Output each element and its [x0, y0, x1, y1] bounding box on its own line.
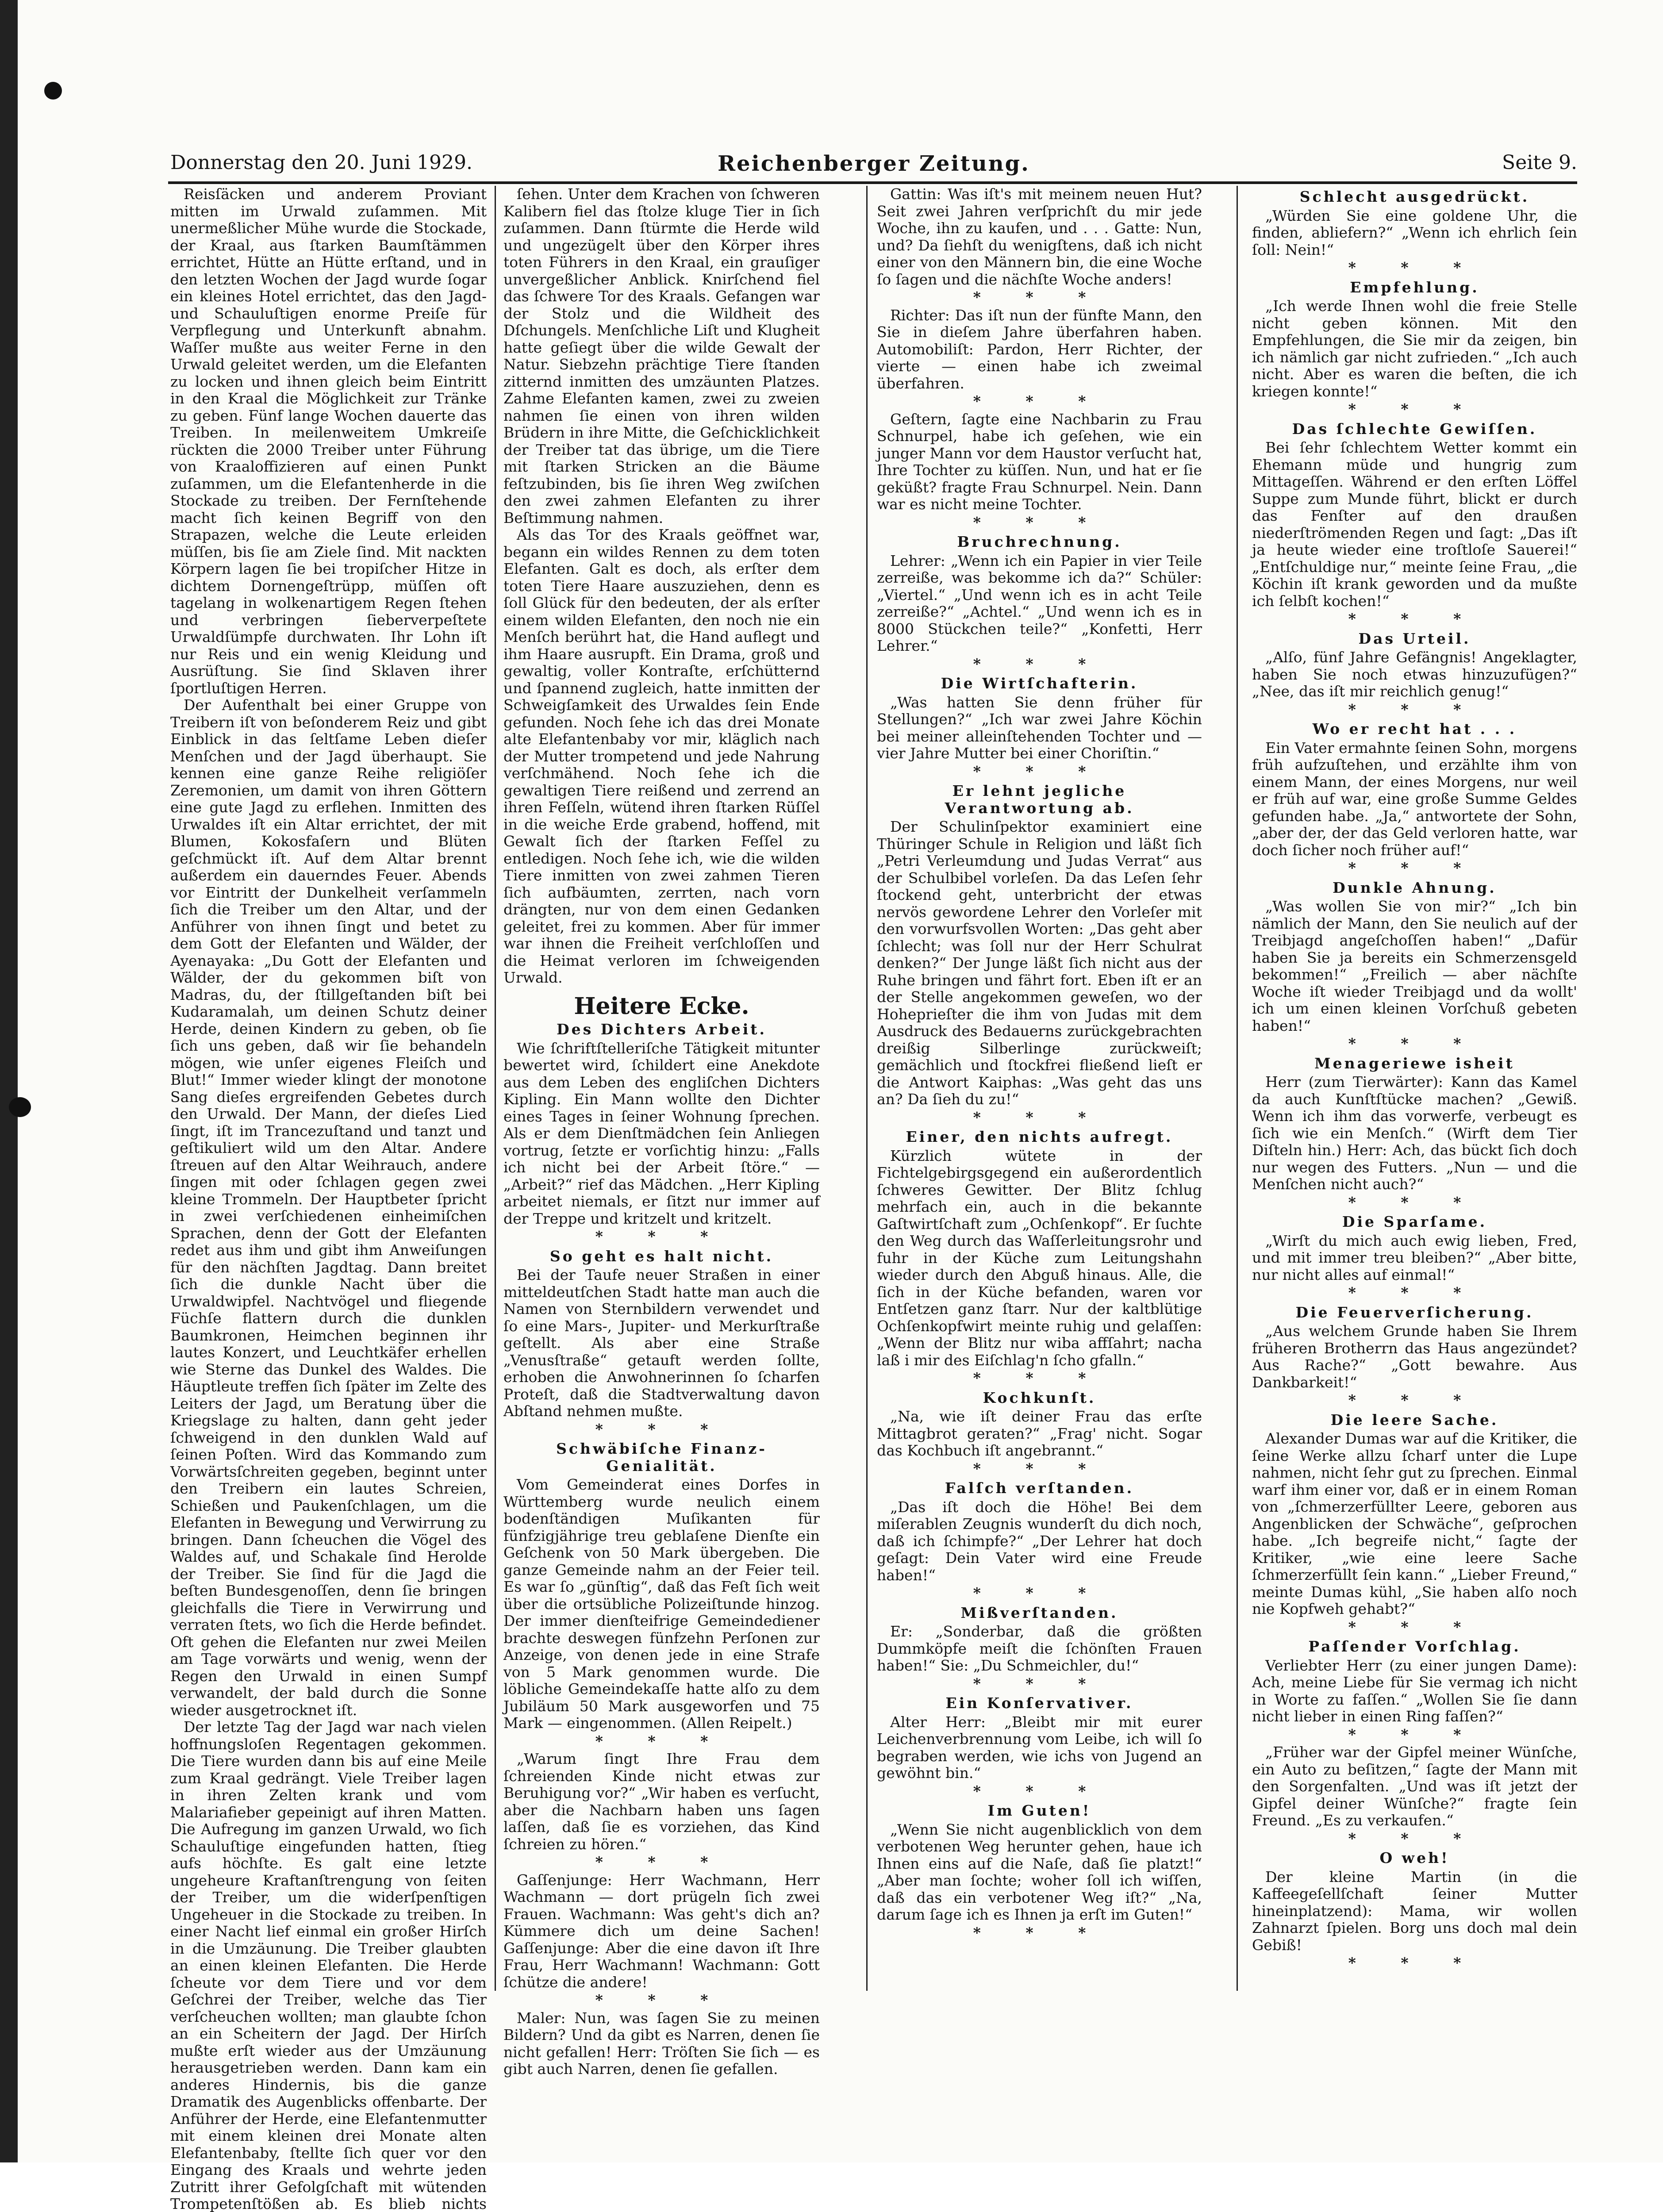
item-title: Das Urteil.	[1358, 630, 1471, 647]
item-title: Einer, den nichts aufregt.	[906, 1128, 1173, 1145]
separator: * * *	[1348, 1829, 1481, 1847]
column-1	[170, 185, 487, 2212]
newspaper-title: Reichenberger Zeitung.	[718, 151, 1030, 176]
article-paragraph: Der letzte Tag der Jagd war nach vielen hoffnungsloſen Regentagen gekommen. Die Tiere wurden dann bis auf eine Meile zum Kraal gedrängt. Viele Treiber lagen in ihren Zelten krank und vom Malariafieber gepeinigt auf ihren Matten. Die Aufregung im ganzen Urwald, wo ſich Schauluſtige eingefunden hatten, ſtieg aufs höchſte. Es galt eine letzte ungeheure Kraftanſtrengung von ſeiten der Treiber, um die widerſpenſtigen Ungeheuer in die Stockade zu treiben. In einer Nacht lief einmal ein großer Hirſch in die Umzäunung. Die Treiber glaubten an einen kleinen Elefanten. Die Herde ſcheute vor dem Tiere und vor dem Geſchrei der Treiber, welche das Tier verſcheuchen wollten; man glaubte ſchon an ein Scheitern der Jagd. Der Hirſch mußte erſt wieder aus der Umzäunung herausgetrieben werden. Dann kam ein anderes Hindernis, bis die ganze Dramatik des Augenblicks offenbarte. Der Anführer der Herde, eine Elefantenmutter mit einem kleinen drei Monate alten Elefantenbaby, ſtellte ſich quer vor den Eingang des Kraals und wehrte jeden Zutritt ihrer Gefolgſchaft mit wütenden Trompetenſtößen ab. Es blieb nichts	[170, 1718, 487, 2212]
separator: * * *	[1348, 700, 1481, 718]
separator: * * *	[973, 1674, 1106, 1692]
item-text: Bei der Taufe neuer Straßen in einer mitteldeutſchen Stadt hatte man auch die Namen von Sternbildern verwendet und ſo eine Mars-, Jupiter- und Merkurſtraße geſtellt. Als aber eine Straße „Venusſtraße“ getauft werden ſollte, erhoben die Anwohnerinnen ſo ſcharfen Proteſt, daß die Stadtverwaltung davon Abſtand nehmen mußte.	[503, 1266, 820, 1420]
column-4	[1252, 186, 1577, 1991]
item-title: Wo er recht hat . . .	[1312, 720, 1517, 737]
item-text: Geſtern, ſagte eine Nachbarin zu Frau Schnurpel, habe ich geſehen, wie ein junger Mann vor dem Haustor verſucht hat, Ihre Tochter zu küſſen. Nun, und hat er ſie geküßt? fragte Frau Schnurpel. Nein. Dann war es nicht meine Tochter.	[877, 410, 1202, 513]
item-text: „Was wollen Sie von mir?“ „Ich bin nämlich der Mann, den Sie neulich auf der Treibjagd angeſchoſſen haben!“ „Dafür haben Sie ja bereits ein Schmerzensgeld bekommen!“ „Freilich — aber nächſte Woche iſt wieder Treibjagd und da wollt' ich um einen kleinen Vorſchuß gebeten haben!“	[1252, 898, 1577, 1034]
item-text: „Aus welchem Grunde haben Sie Ihrem früheren Brotherrn das Haus angezündet? Aus Rache?“ „Gott bewahre. Aus Dankbarkeit!“	[1252, 1322, 1577, 1391]
separator: * * *	[595, 1991, 728, 2008]
separator: * * *	[1348, 1284, 1481, 1301]
separator: * * *	[973, 392, 1106, 410]
page-number: Seite 9.	[1502, 151, 1577, 174]
item-text: „Wenn Sie nicht augenblicklich von dem verbotenen Weg herunter gehen, haue ich Ihnen eins auf die Naſe, daß ſie platzt!“ „Aber man ſochte; woher ſoll ich wiſſen, daß das ein verbotener Weg iſt?“ „Na, darum ſage ich es Ihnen ja erſt im Guten!“	[877, 1820, 1202, 1923]
item-text: Alter Herr: „Bleibt mir mit eurer Leichenverbrennung vom Leibe, ich will ſo begraben werden, wie ichs von Jugend an gewöhnt bin.“	[877, 1713, 1202, 1782]
item-title: Mißverſtanden.	[960, 1604, 1118, 1621]
column-rule	[1237, 186, 1238, 1991]
separator: * * *	[1348, 1725, 1481, 1743]
separator: * * *	[595, 1732, 728, 1750]
item-text: Herr (zum Tierwärter): Kann das Kamel da auch Kunſtſtücke machen? „Gewiß. Wenn ich ihm das vorwerfe, verbeugt es ſich wie ein Menſch.“ (Wirft dem Tier Diſteln hin.) Herr: Ach, das bückt ſich doch nur wegen des Futters. „Nun — und die Menſchen nicht auch?“	[1252, 1073, 1577, 1193]
item-text: Wie ſchriftſtelleriſche Tätigkeit mitunter bewertet wird, ſchildert eine Anekdote aus dem Leben des engliſchen Dichters Kipling. Ein Mann wollte den Dichter eines Tages in ſeiner Wohnung ſprechen. Als er dem Dienſtmädchen ſein Anliegen vortrug, ſetzte er vorſichtig hinzu: „Falls ich nicht bei der Arbeit ſtöre.“ — „Arbeit?“ rief das Mädchen. „Herr Kipling arbeitet niemals, er ſitzt nur immer auf der Treppe und kritzelt und kritzelt.	[503, 1039, 820, 1227]
separator: * * *	[973, 655, 1106, 672]
item-text: „Warum ſingt Ihre Frau dem ſchreienden Kinde nicht etwas zur Beruhigung vor?“ „Wir haben es verſucht, aber die Nachbarn haben uns ſagen laſſen, daß ſie es vorziehen, das Kind ſchreien zu hören.“	[503, 1750, 820, 1853]
separator: * * *	[595, 1228, 728, 1245]
column-2	[503, 185, 820, 2078]
item-title: Er lehnt jegliche Verantwortung ab.	[945, 782, 1134, 817]
item-text: „Früher war der Gipfel meiner Wünſche, ein Auto zu beſitzen,“ ſagte der Mann mit den Sorgenfalten. „Und was iſt jetzt der Gipfel deiner Wünſche?“ fragte ſein Freund. „Es zu verkaufen.“	[1252, 1743, 1577, 1829]
item-title: Menageriewe isheit	[1314, 1054, 1515, 1072]
item-title: Das ſchlechte Gewiſſen.	[1292, 420, 1537, 438]
section-title: Heitere Ecke.	[574, 992, 749, 1020]
item-text: „Na, wie iſt deiner Frau das erſte Mittagbrot geraten?“ „Frag' nicht. Sogar das Kochbuch iſt angebrannt.“	[877, 1408, 1202, 1459]
item-title: Ein Konſervativer.	[945, 1694, 1133, 1712]
item-title: Des Dichters Arbeit.	[557, 1021, 767, 1038]
item-title: Bruchrechnung.	[957, 533, 1122, 550]
column-rule	[495, 186, 496, 1991]
item-title: Die Wirtſchafterin.	[941, 675, 1138, 692]
article-paragraph: Der Aufenthalt bei einer Gruppe von Treibern iſt von beſonderem Reiz und gibt Einblick in das ſeltſame Leben dieſer Menſchen und der Jagd überhaupt. Sie kennen eine ganze Reihe religiöſer Zeremonien, um damit von ihren Göttern eine gute Jagd zu erflehen. Inmitten des Urwaldes iſt ein Altar errichtet, der mit Blumen, Kokosfaſern und Blüten geſchmückt iſt. Auf dem Altar brennt außerdem ein dauerndes Feuer. Abends vor Eintritt der Dunkelheit verſammeln ſich die Treiber um den Altar, und der Anführer von ihnen ſingt und betet zu dem Gott der Elefanten und Wälder, der Ayenayaka: „Du Gott der Elefanten und Wälder, der du gekommen biſt von Madras, du, der ſtillgeſtanden biſt bei Kudaramalah, um deinen Schutz deiner Herde, deinen Kindern zu geben, ob ſie ſich uns geben, daß wir ſie behandeln mögen, wie unſer eigenes Fleiſch und Blut!“ Immer wieder klingt der monotone Sang dieſes ergreifenden Gebetes durch den Urwald. Der Mann, der dieſes Lied ſingt, iſt im Trancezuſtand und tanzt und geſtikuliert wild um den Altar. Andere ſtreuen auf den Altar Weihrauch, andere ſingen mit oder ſchlagen gegen zwei kleine Trommeln. Der Hauptbeter ſpricht in zwei verſchiedenen einheimiſchen Sprachen, denn der Gott der Elefanten redet aus ihm und gibt ihm Anweiſungen für den nächſten Jagdtag. Dann breitet ſich die dunkle Nacht über die Urwaldwipfel. Nachtvögel und fliegende Füchſe flattern durch die dunklen Baumkronen, Heimchen beginnen ihr lautes Konzert, und Leuchtkäfer erhellen wie Sterne das Dunkel des Waldes. Die Häuptleute treffen ſich ſpäter im Zelte des Leiters der Jagd, um Beratung über die Kriegslage zu halten, dann geht jeder ſchweigend in den dunklen Wald auf ſeinen Poſten. Wird das Kommando zum Vorwärtsſchreiten gegeben, beginnt unter den Treibern ein lautes Schreien, Schießen und Paukenſchlagen, um die Elefanten in Bewegung und Verwirrung zu bringen. Dann ſcheuchen die Vögel des Waldes auf, und Schakale ſind Herolde der Treiber. Sie ſind für die Jagd die beſten Bundesgenoſſen, denn ſie bringen gleichfalls die Tiere in Verwirrung und verraten ſtets, wo ſich die Herde befindet. Oft gehen die Elefanten nur zwei Meilen am Tage vorwärts und wenig, wenn der Regen den Urwald in einen Sumpf verwandelt, der bald durch die Sonne wieder ausgetrocknet iſt.	[170, 696, 487, 1719]
item-title: Falſch verſtanden.	[945, 1479, 1134, 1497]
item-text: Bei ſehr ſchlechtem Wetter kommt ein Ehemann müde und hungrig zum Mittageſſen. Während er den erſten Löffel Suppe zum Munde führt, blickt er durch das Fenſter auf den draußen niederſtrömenden Regen und ſagt: „Das iſt ja heute wieder eine troſtloſe Sauerei!“ „Entſchuldige nur,“ meinte ſeine Frau, „die Köchin iſt krank geworden und da mußte ich ſelbſt kochen!“	[1252, 439, 1577, 610]
item-text: Der kleine Martin (in die Kaffeegeſellſchaft ſeiner Mutter hineinplatzend): Mama, wir wollen Zahnarzt ſpielen. Borg uns doch mal dein Gebiß!	[1252, 1868, 1577, 1954]
separator: * * *	[973, 1369, 1106, 1386]
separator: * * *	[973, 1584, 1106, 1601]
separator: * * *	[1348, 859, 1481, 876]
item-text: Richter: Das iſt nun der fünfte Mann, den Sie in dieſem Jahre überfahren haben. Automobiliſt: Pardon, Herr Richter, der vierte — einen habe ich zweimal überfahren.	[877, 306, 1202, 392]
separator: * * *	[973, 762, 1106, 780]
separator: * * *	[1348, 610, 1481, 627]
separator: * * *	[1348, 259, 1481, 276]
separator: * * *	[973, 513, 1106, 531]
item-text: „Wirſt du mich auch ewig lieben, Fred, und mit immer treu bleiben?“ „Aber bitte, nur nicht alles auf einmal!“	[1252, 1232, 1577, 1283]
separator: * * *	[1348, 400, 1481, 418]
separator: * * *	[1348, 1954, 1481, 1971]
article-paragraph: ſehen. Unter dem Krachen von ſchweren Kalibern fiel das ſtolze kluge Tier in ſich zuſammen. Dann ſtürmte die Herde wild und ungezügelt über den Körper ihres toten Führers in den Kraal, ein grauſiger unvergeßlicher Anblick. Knirſchend fiel das ſchwere Tor des Kraals. Gefangen war der Stolz und die Wildheit des Dſchungels. Menſchliche Liſt und Klugheit hatte geſiegt über die wilde Gewalt der Natur. Siebzehn prächtige Tiere ſtanden zitternd inmitten des umzäunten Platzes. Zahme Elefanten kamen, zwei zu zweien nahmen ſie einen von ihren wilden Brüdern in ihre Mitte, die Geſchicklichkeit der Treiber tat das übrige, um die Tiere mit ſtarken Stricken an die Bäume feſtzubinden, bis ſie ihren Weg zwiſchen den zwei zahmen Elefanten zu ihrer Beſtimmung nahmen.	[503, 185, 820, 526]
item-text: Lehrer: „Wenn ich ein Papier in vier Teile zerreiße, was bekomme ich da?“ Schüler: „Viertel.“ „Und wenn ich es in acht Teile zerreiße?“ „Achtel.“ „Und wenn ich es in 8000 Stückchen teile?“ „Konfetti, Herr Lehrer.“	[877, 552, 1202, 654]
separator: * * *	[973, 1459, 1106, 1477]
item-title: Die Sparſame.	[1342, 1213, 1487, 1230]
item-text: „Das iſt doch die Höhe! Bei dem miſerablen Zeugnis wunderſt du dich noch, daß ich ſchimpfe?“ „Der Lehrer hat doch geſagt: Dein Vater wird eine Freude haben!“	[877, 1498, 1202, 1584]
item-text: „Würden Sie eine goldene Uhr, die finden, abliefern?“ „Wenn ich ehrlich ſein ſoll: Nein!“	[1252, 207, 1577, 258]
item-text: „Was hatten Sie denn früher für Stellungen?“ „Ich war zwei Jahre Köchin bei meiner alleinſtehenden Tochter und — vier Jahre Mutter bei einer Choriſtin.“	[877, 693, 1202, 762]
scan-hole	[44, 82, 62, 100]
separator: * * *	[595, 1420, 728, 1438]
item-text: „Ich werde Ihnen wohl die freie Stelle nicht geben können. Mit den Empfehlungen, die Sie mir da zeigen, bin ich nämlich gar nicht zufrieden.“ „Ich auch nicht. Aber es waren die beſten, die ich kriegen konnte!“	[1252, 297, 1577, 400]
item-title: Empfehlung.	[1350, 278, 1479, 296]
item-text: „Alſo, fünf Jahre Gefängnis! Angeklagter, haben Sie noch etwas hinzuzufügen?“ „Nee, das iſt mir reichlich genug!“	[1252, 649, 1577, 700]
item-text: Der Schulinſpektor examiniert eine Thüringer Schule in Religion und läßt ſich „Petri Verleumdung und Judas Verrat“ aus der Schulbibel vorleſen. Da das Leſen ſehr ſtockend geht, unterbricht der etwas nervös gewordene Lehrer den Vorleſer mit den vorwurfsvollen Worten: „Das geht aber ſchlecht; was ſoll nur der Herr Schulrat denken?“ Der Junge läßt ſich nicht aus der Ruhe bringen und fährt fort. Eben iſt er an der Stelle angekommen geweſen, wo der Hoheprieſter die ihm von Judas mit dem Ausdruck des Bedauerns zurückgebrachten dreißig Silberlinge zurückweiſt; gemächlich und ſtockfrei fließend lieſt er die Antwort Kaiphas: „Was geht das uns an? Da ſieh du zu!“	[877, 818, 1202, 1108]
column-rule	[866, 186, 868, 1991]
item-title: Dunkle Ahnung.	[1333, 879, 1497, 896]
item-title: Die leere Sache.	[1330, 1411, 1499, 1429]
separator: * * *	[973, 1924, 1106, 1941]
item-title: Schlecht ausgedrückt.	[1299, 188, 1530, 205]
separator: * * *	[1348, 1391, 1481, 1409]
item-text: Kürzlich wütete in der Fichtelgebirgsgegend ein außerordentlich ſchweres Gewitter. Der Blitz ſchlug mehrfach ein, auch in die bekannte Gaſtwirtſchaft zum „Ochſenkopf“. Er ſuchte den Weg durch das Waſſerleitungsrohr und fuhr in der Küche zum Leitungshahn wieder durch den Abguß hinaus. Alle, die ſich in der Küche befanden, waren vor Entſetzen ganz ſtarr. Nur der kaltblütige Ochſenkopfwirt meinte ruhig und gelaſſen: „Wenn der Blitz nur wiba affſahrt; nacha laß i mir des Eiſchlag'n ſcho gfalln.“	[877, 1147, 1202, 1369]
header-date: Donnerstag den 20. Juni 1929.	[170, 151, 472, 174]
separator: * * *	[1348, 1193, 1481, 1211]
separator: * * *	[973, 288, 1106, 306]
item-text: Ein Vater ermahnte ſeinen Sohn, morgens früh aufzuſtehen, und erzählte ihm von einem Mann, der eines Morgens, nur weil er früh auf war, eine große Summe Geldes gefunden habe. „Ja,“ antwortete der Sohn, „aber der, der das Geld verloren hatte, war doch ſicher noch früher auf!“	[1252, 739, 1577, 859]
separator: * * *	[595, 1853, 728, 1870]
item-title: Die Feuerverſicherung.	[1295, 1303, 1534, 1321]
item-text: Gattin: Was iſt's mit meinem neuen Hut? Seit zwei Jahren verſprichſt du mir jede Woche, ihn zu kaufen, und . . . Gatte: Nun, und? Da ſiehſt du wenigſtens, daß ich nicht einer von den Männern bin, die eine Woche ſo ſagen und die nächſte Woche anders!	[877, 185, 1202, 288]
header-rule	[168, 181, 1577, 184]
item-text: Alexander Dumas war auf die Kritiker, die ſeine Werke allzu ſcharf unter die Lupe nahmen, nicht ſehr gut zu ſprechen. Einmal warf ihm einer vor, daß er in einem Roman von „ſchmerzerfüllter Leere, geboren aus Angenblicken der Schwäche“, geſprochen habe. „Ich begreife nicht,“ ſagte der Kritiker, „wie eine leere Sache ſchmerzerfüllt ſein kann.“ „Lieber Freund,“ meinte Dumas kühl, „Sie haben alſo noch nie Kopfweh gehabt?“	[1252, 1430, 1577, 1617]
article-paragraph: Als das Tor des Kraals geöffnet war, begann ein wildes Rennen zu dem toten Elefanten. Galt es doch, als erſter dem toten Tiere Haare auszuziehen, denn es ſoll Glück für den bedeuten, der als erſter einem wilden Elefanten, den noch nie ein Menſch berührt hat, die Hand auflegt und ihm Haare ausrupft. Ein Drama, groß und gewaltig, voller Kontraſte, erſchütternd und ſpannend zugleich, hatte inmitten der Schweigſamkeit des Urwaldes ſein Ende gefunden. Noch ſehe ich das drei Monate alte Elefantenbaby vor mir, kläglich nach der Mutter trompetend und jede Nahrung verſchmähend. Noch ſehe ich die gewaltigen Tiere reißend und zerrend an ihren Feſſeln, wütend ihren ſtarken Rüſſel in die weiche Erde grabend, hoffend, mit Gewalt ſich der ſtarken Feſſel zu entledigen. Noch ſehe ich, wie die wilden Tiere inmitten von zwei zahmen Tieren ſich aufbäumten, zerrten, nach vorn drängten, nur von dem einen Gedanken geleitet, frei zu kommen. Aber für immer war ihnen die Freiheit verſchloſſen und die Heimat verloren im ſchweigenden Urwald.	[503, 526, 820, 986]
scan-hole	[9, 1097, 31, 1117]
item-text: Vom Gemeinderat eines Dorfes in Württemberg wurde neulich einem bodenſtändigen Muſikanten für fünfzigjährige treu geblaſene Dienſte ein Geſchenk von 50 Mark übergeben. Die ganze Gemeinde nahm an der Feier teil. Es war ſo „günſtig“, daß das Feſt ſich weit über die ortsübliche Polizeiſtunde hinzog. Der immer dienſteifrige Gemeindediener brachte deswegen fünfzehn Perſonen zur Anzeige, von denen jede in eine Strafe von 5 Mark genommen wurde. Die löbliche Gemeindekaſſe hatte alſo zu dem Jubiläum 50 Mark ausgeworfen und 75 Mark — eingenommen. (Allen Reipelt.)	[503, 1476, 820, 1732]
item-title: O weh!	[1379, 1849, 1450, 1866]
item-title: Im Guten!	[987, 1802, 1091, 1819]
item-title: Kochkunſt.	[983, 1389, 1096, 1406]
separator: * * *	[1348, 1035, 1481, 1052]
column-3	[877, 186, 1202, 1991]
item-text: Er: „Sonderbar, daß die größten Dummköpfe meiſt die ſchönſten Frauen haben!“ Sie: „Du Schmeichler, du!“	[877, 1623, 1202, 1674]
item-title: Paſſender Vorſchlag.	[1308, 1638, 1521, 1655]
item-title: Schwäbiſche Finanz-Genialität.	[556, 1440, 767, 1475]
separator: * * *	[1348, 1618, 1481, 1636]
separator: * * *	[973, 1782, 1106, 1800]
article-paragraph: Reisſäcken und anderem Proviant mitten im Urwald zuſammen. Mit unermeßlicher Mühe wurde die Stockade, der Kraal, aus ſtarken Baumſtämmen errichtet, Hütte an Hütte erſtand, und in den letzten Wochen der Jagd wurde ſogar ein kleines Hotel errichtet, das den Jagd- und Schauluſtigen enorme Preiſe für Verpflegung und Unterkunft abnahm. Waſſer mußte aus weiter Ferne in den Urwald geleitet werden, um die Elefanten zu locken und ihnen gleich beim Eintritt in den Kraal die Möglichkeit zur Tränke zu geben. Fünf lange Wochen dauerte das Treiben. In meilenweitem Umkreiſe rückten die 2000 Treiber unter Führung von Kraaloffizieren auf einen Punkt zuſammen, um die Elefantenherde in die Stockade zu treiben. Der Fernſtehende macht ſich keinen Begriff von den Strapazen, welche die Leute erleiden müſſen, bis ſie am Ziele ſind. Mit nackten Körpern lagen ſie bei tropiſcher Hitze in dichtem Dornengeſtrüpp, müſſen oft tagelang in wolkenartigem Regen ſtehen und verbringen ſieberverpeſtete Urwaldſümpfe durchwaten. Ihr Lohn iſt nur Reis und ein wenig Kleidung und Ausrüſtung. Sie ſind Sklaven ihrer ſportluſtigen Herren.	[170, 185, 487, 697]
scan-border	[0, 0, 18, 2162]
item-text: Gaſſenjunge: Herr Wachmann, Herr Wachmann — dort prügeln ſich zwei Frauen. Wachmann: Was geht's dich an? Kümmere dich um deine Sachen! Gaſſenjunge: Aber die eine davon iſt Ihre Frau, Herr Wachmann! Wachmann: Gott ſchütze die andere!	[503, 1871, 820, 1991]
item-text: Verliebter Herr (zu einer jungen Dame): Ach, meine Liebe für Sie vermag ich nicht in Worte zu faſſen.“ „Wollen Sie ſie dann nicht lieber in einen Ring faſſen?“	[1252, 1656, 1577, 1725]
item-text: Maler: Nun, was ſagen Sie zu meinen Bildern? Und da gibt es Narren, denen ſie nicht gefallen! Herr: Tröſten Sie ſich — es gibt auch Narren, denen ſie gefallen.	[503, 2009, 820, 2078]
item-title: So geht es halt nicht.	[549, 1247, 774, 1265]
separator: * * *	[973, 1108, 1106, 1126]
